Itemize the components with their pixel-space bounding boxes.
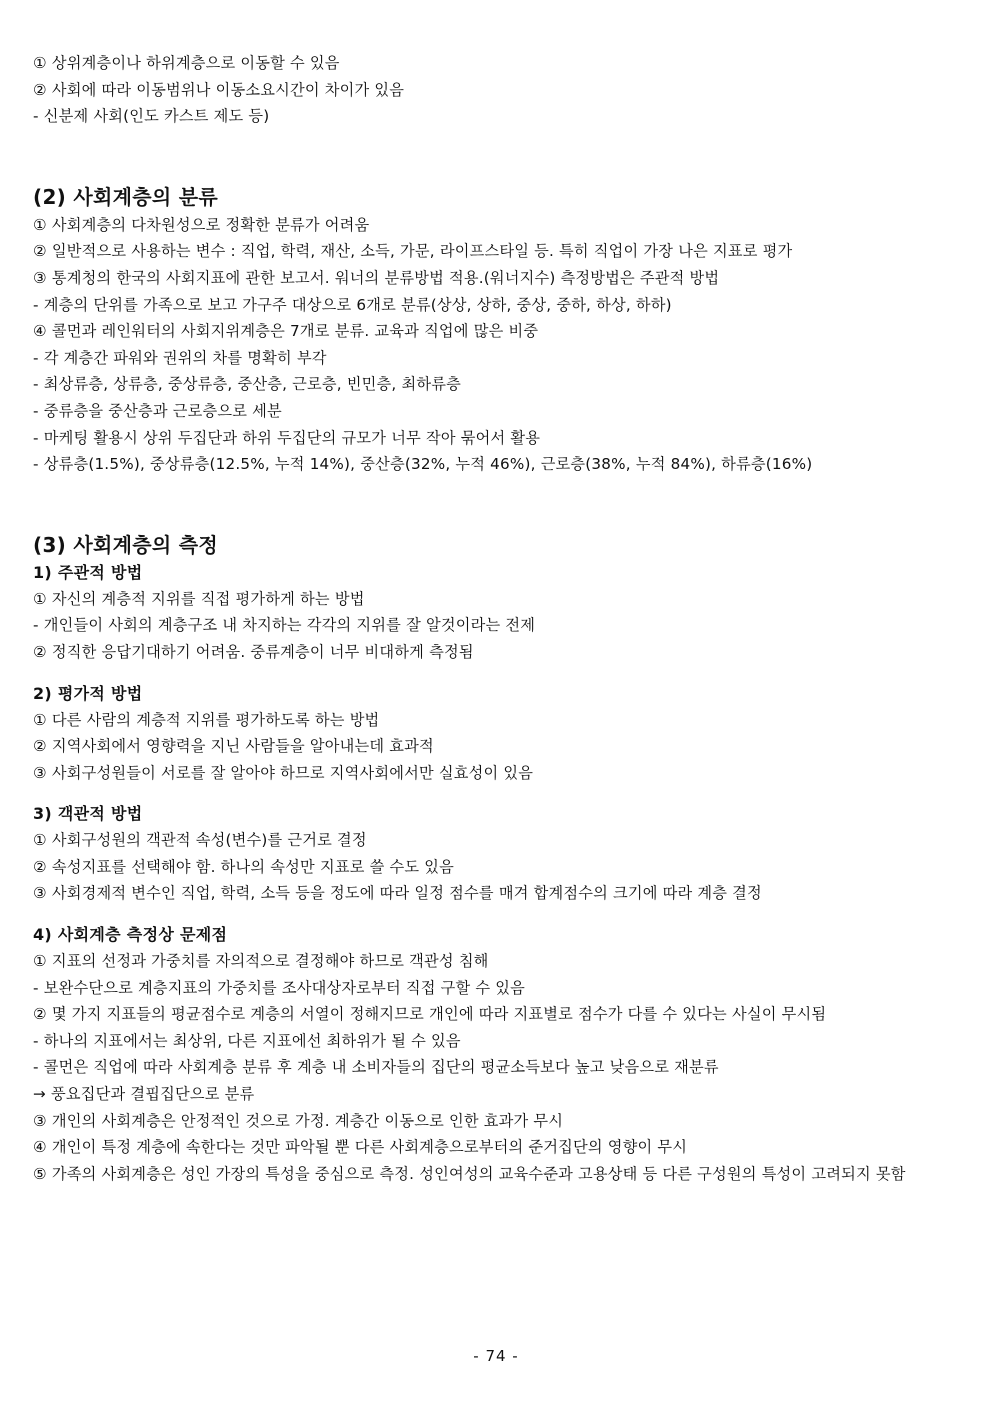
body-line: ③ 개인의 사회계층은 안정적인 것으로 가정. 계층간 이동으로 인한 효과가 무시 (33, 1111, 564, 1130)
body-line: ② 몇 가지 지표들의 평균점수로 계층의 서열이 정해지므로 개인에 따라 지표별로 점수가 다를 수 있다는 사실이 무시됨 (33, 1005, 827, 1024)
document-body (33, 50, 961, 1187)
subsection-heading-objective: 3) 객관적 방법 (33, 804, 143, 824)
body-line: ④ 개인이 특정 계층에 속한다는 것만 파악될 뿐 다른 사회계층으로부터의 준거집단의 영향이 무시 (33, 1138, 688, 1157)
body-line: ② 속성지표를 선택해야 함. 하나의 속성만 지표로 쓸 수도 있음 (33, 857, 454, 876)
subsection-heading-evaluative: 2) 평가적 방법 (33, 683, 143, 703)
body-line: ③ 통계청의 한국의 사회지표에 관한 보고서. 워너의 분류방법 적용.(워너지수) 측정방법은 주관적 방법 (33, 268, 720, 287)
body-line: → 풍요집단과 결핍집단으로 분류 (33, 1085, 255, 1104)
intro-line: ② 사회에 따라 이동범위나 이동소요시간이 차이가 있음 (33, 80, 405, 99)
section-heading-classification: (2) 사회계층의 분류 (33, 184, 218, 209)
page-number: - 74 - (473, 1347, 519, 1365)
body-line: ① 자신의 계층적 지위를 직접 평가하게 하는 방법 (33, 589, 365, 608)
body-line: ② 일반적으로 사용하는 변수 : 직업, 학력, 재산, 소득, 가문, 라이프스타일 등. 특히 직업이 가장 나은 지표로 평가 (33, 242, 793, 261)
body-line: ① 다른 사람의 계층적 지위를 평가하도록 하는 방법 (33, 710, 380, 729)
body-line: ① 사회계층의 다차원성으로 정확한 분류가 어려움 (33, 215, 370, 234)
body-line: - 최상류층, 상류층, 중상류층, 중산층, 근로층, 빈민층, 최하류층 (33, 375, 461, 394)
body-line: - 콜먼은 직업에 따라 사회계층 분류 후 계층 내 소비자들의 집단의 평균소득보다 높고 낮음으로 재분류 (33, 1058, 719, 1077)
subsection-heading-problems: 4) 사회계층 측정상 문제점 (33, 925, 228, 945)
intro-line: ① 상위계층이나 하위계층으로 이동할 수 있음 (33, 54, 340, 72)
body-line: - 중류층을 중산층과 근로층으로 세분 (33, 401, 282, 420)
intro-line: - 신분제 사회(인도 카스트 제도 등) (33, 107, 270, 126)
body-line: - 상류층(1.5%), 중상류층(12.5%, 누적 14%), 중산층(32%, 누적 46%), 근로층(38%, 누적 84%), 하류층(16%) (33, 455, 813, 474)
body-line: ① 지표의 선정과 가중치를 자의적으로 결정해야 하므로 객관성 침해 (33, 952, 489, 971)
body-line: - 계층의 단위를 가족으로 보고 가구주 대상으로 6개로 분류(상상, 상하, 중상, 중하, 하상, 하하) (33, 295, 672, 314)
body-line: ③ 사회경제적 변수인 직업, 학력, 소득 등을 정도에 따라 일정 점수를 매겨 합계점수의 크기에 따라 계층 결정 (33, 884, 762, 903)
body-line: - 개인들이 사회의 계층구조 내 차지하는 각각의 지위를 잘 알것이라는 전제 (33, 616, 536, 635)
body-line: - 마케팅 활용시 상위 두집단과 하위 두집단의 규모가 너무 작아 묶어서 활용 (33, 428, 541, 447)
section-heading-measurement: (3) 사회계층의 측정 (33, 532, 218, 557)
subsection-heading-subjective: 1) 주관적 방법 (33, 562, 143, 582)
body-line: ① 사회구성원의 객관적 속성(변수)를 근거로 결정 (33, 831, 367, 850)
body-line: ④ 콜먼과 레인워터의 사회지위계층은 7개로 분류. 교육과 직업에 많은 비중 (33, 322, 539, 341)
body-line: ⑤ 가족의 사회계층은 성인 가장의 특성을 중심으로 측정. 성인여성의 교육수준과 고용상태 등 다른 구성원의 특성이 고려되지 못함 (33, 1164, 906, 1183)
body-line: - 각 계층간 파워와 권위의 차를 명확히 부각 (33, 348, 327, 367)
body-line: ③ 사회구성원들이 서로를 잘 알아야 하므로 지역사회에서만 실효성이 있음 (33, 763, 534, 782)
body-line: - 하나의 지표에서는 최상위, 다른 지표에선 최하위가 될 수 있음 (33, 1031, 461, 1050)
body-line: ② 정직한 응답기대하기 어려움. 중류계층이 너무 비대하게 측정됨 (33, 642, 474, 661)
body-line: ② 지역사회에서 영향력을 지닌 사람들을 알아내는데 효과적 (33, 737, 434, 756)
body-line: - 보완수단으로 계층지표의 가중치를 조사대상자로부터 직접 구할 수 있음 (33, 978, 526, 997)
